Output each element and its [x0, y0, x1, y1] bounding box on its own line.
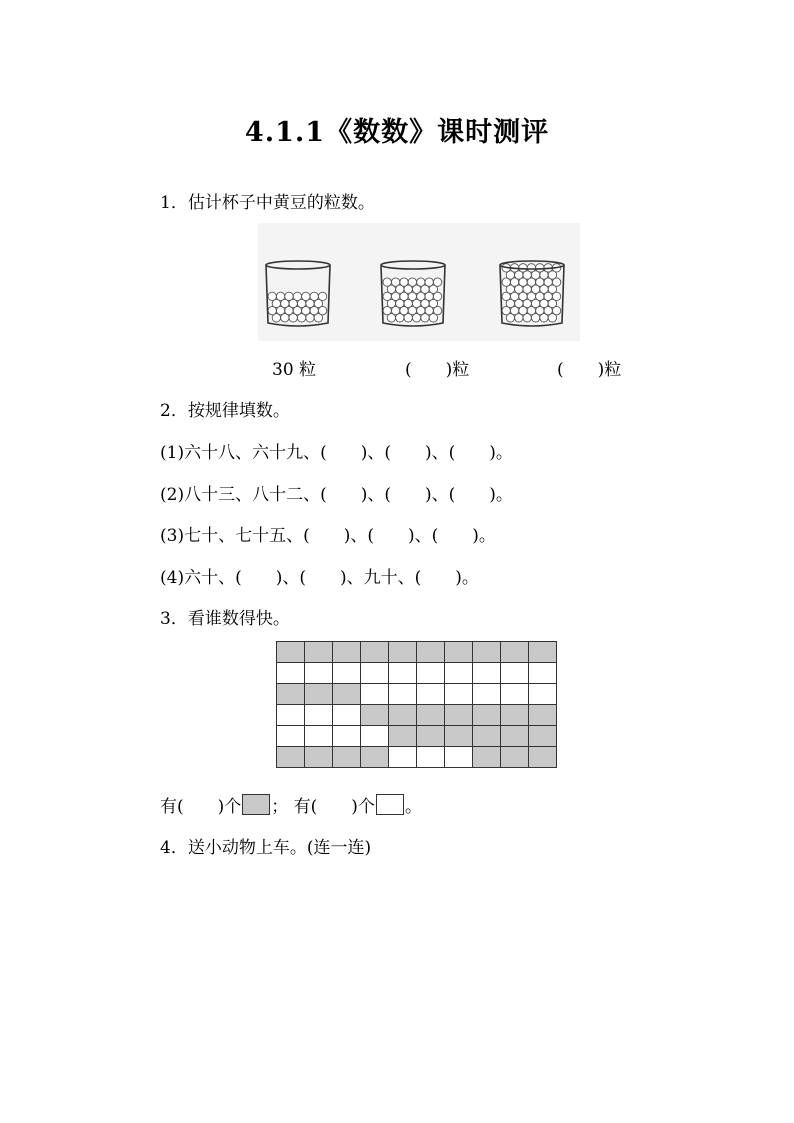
gray-cell — [305, 642, 333, 663]
white-cell — [501, 663, 529, 684]
white-cell — [277, 705, 305, 726]
gray-square-icon — [242, 794, 270, 815]
white-cell — [417, 684, 445, 705]
sequence-item-2: (2)八十三、八十二、( )、( )、( )。 — [160, 485, 513, 505]
white-cell — [389, 684, 417, 705]
cup-2 — [381, 261, 445, 326]
question-4-prompt: 4．送小动物上车。(连一连) — [160, 838, 372, 858]
white-cell — [361, 684, 389, 705]
gray-cell — [361, 642, 389, 663]
cup-2-label: ( )粒 — [405, 360, 470, 380]
gray-cell — [417, 642, 445, 663]
white-cell — [305, 663, 333, 684]
white-cell — [333, 705, 361, 726]
answer-end: 。 — [404, 797, 422, 817]
white-cell — [529, 663, 557, 684]
grid-row — [277, 747, 557, 768]
question-3-prompt: 3．看谁数得快。 — [160, 609, 290, 629]
cup-1-label: 30 粒 — [272, 360, 317, 380]
white-cell — [361, 663, 389, 684]
gray-cell — [501, 747, 529, 768]
gray-cell — [333, 747, 361, 768]
white-cell — [529, 684, 557, 705]
gray-cell — [389, 705, 417, 726]
sequence-item-3: (3)七十、七十五、( )、( )、( )。 — [160, 526, 496, 546]
cup-3 — [500, 261, 564, 326]
gray-cell — [333, 684, 361, 705]
white-square-icon — [376, 794, 404, 815]
white-cell — [277, 663, 305, 684]
gray-cell — [501, 726, 529, 747]
cups-illustration — [258, 223, 580, 341]
gray-cell — [529, 747, 557, 768]
gray-cell — [473, 642, 501, 663]
white-cell — [501, 684, 529, 705]
gray-cell — [473, 747, 501, 768]
answer-white-text: 有( )个 — [293, 797, 375, 817]
gray-cell — [361, 747, 389, 768]
white-cell — [333, 726, 361, 747]
gray-cell — [417, 726, 445, 747]
gray-cell — [277, 642, 305, 663]
white-cell — [445, 684, 473, 705]
white-cell — [305, 726, 333, 747]
gray-cell — [529, 642, 557, 663]
white-cell — [417, 663, 445, 684]
white-cell — [417, 747, 445, 768]
grid-row — [277, 663, 557, 684]
white-cell — [445, 663, 473, 684]
gray-cell — [445, 705, 473, 726]
grid-row — [277, 684, 557, 705]
grid-row — [277, 642, 557, 663]
gray-cell — [305, 684, 333, 705]
sequence-item-1: (1)六十八、六十九、( )、( )、( )。 — [160, 443, 513, 463]
gray-cell — [333, 642, 361, 663]
gray-cell — [445, 726, 473, 747]
gray-cell — [417, 705, 445, 726]
question-1-prompt: 1．估计杯子中黄豆的粒数。 — [160, 193, 375, 213]
gray-cell — [389, 726, 417, 747]
white-cell — [361, 726, 389, 747]
white-cell — [473, 684, 501, 705]
page-title: 4.1.1《数数》课时测评 — [244, 117, 550, 148]
white-cell — [305, 705, 333, 726]
white-cell — [473, 663, 501, 684]
gray-cell — [361, 705, 389, 726]
gray-cell — [529, 705, 557, 726]
gray-cell — [501, 705, 529, 726]
white-cell — [389, 747, 417, 768]
white-cell — [445, 747, 473, 768]
question-2-prompt: 2．按规律填数。 — [160, 401, 290, 421]
answer-separator: ； — [271, 797, 289, 817]
cup-1 — [266, 261, 330, 326]
gray-cell — [277, 684, 305, 705]
cups-image — [258, 223, 580, 341]
gray-cell — [529, 726, 557, 747]
gray-cell — [305, 747, 333, 768]
gray-cell — [445, 642, 473, 663]
white-cell — [333, 663, 361, 684]
question-3-answer — [160, 792, 422, 817]
gray-cell — [473, 705, 501, 726]
gray-cell — [501, 642, 529, 663]
grid-row — [277, 726, 557, 747]
gray-cell — [473, 726, 501, 747]
sequence-item-4: (4)六十、( )、( )、九十、( )。 — [160, 568, 479, 588]
white-cell — [277, 726, 305, 747]
cup-3-label: ( )粒 — [557, 360, 622, 380]
gray-cell — [277, 747, 305, 768]
grid-row — [277, 705, 557, 726]
counting-grid — [276, 641, 557, 768]
gray-cell — [389, 642, 417, 663]
answer-gray-text: 有( )个 — [160, 797, 242, 817]
white-cell — [389, 663, 417, 684]
